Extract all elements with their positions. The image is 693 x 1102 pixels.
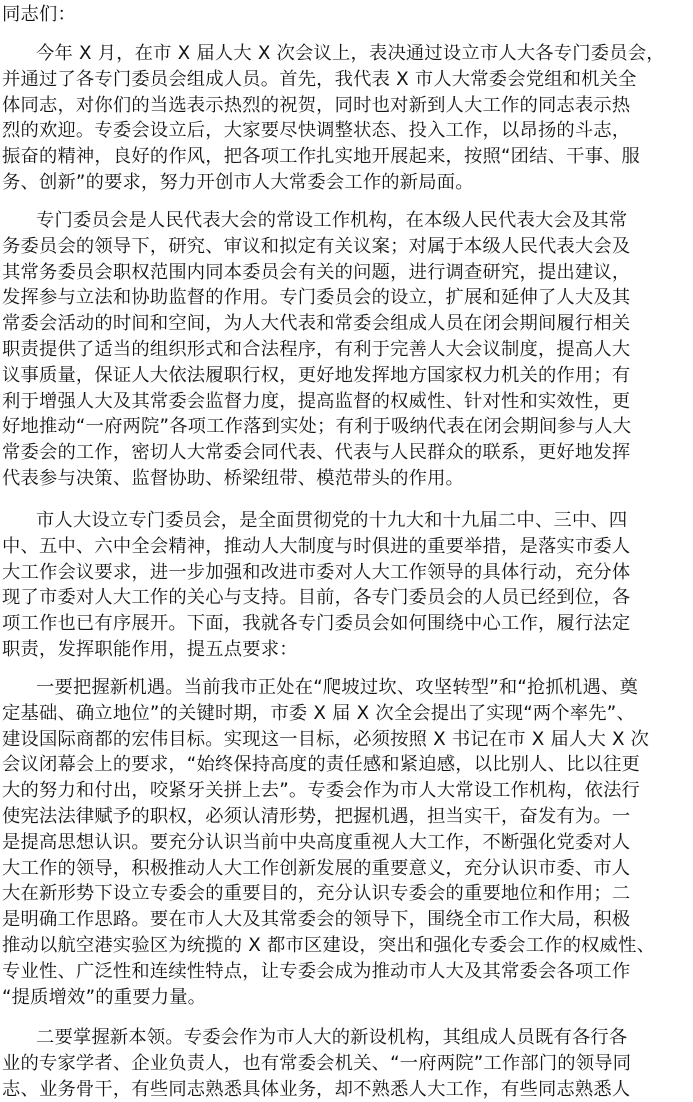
text-line: 振奋的精神，良好的作风，把各项工作扎实地开展起来，按照“团结、干事、服 — [2, 146, 641, 168]
text-line: 其常务委员会职权范围内同本委员会有关的问题，进行调查研究，提出建议， — [2, 261, 631, 283]
text-line: 项工作也已有序展开。下面，我就各专门委员会如何围绕中心工作，履行法定 — [2, 613, 631, 635]
paragraph-1 — [2, 41, 693, 196]
text-line: 议事质量，保证人大依法履职行权，更好地发挥地方国家权力机关的作用；有 — [2, 364, 631, 386]
text-line: 体同志，对你们的当选表示热烈的祝贺，同时也对新到人大工作的同志表示热 — [2, 94, 631, 116]
text-line: 职责提供了适当的组织形式和合法程序，有利于完善人大会议制度，提高人大 — [2, 338, 631, 360]
paragraph-4 — [2, 675, 693, 1010]
text-line: “提质增效”的重要力量。 — [2, 986, 207, 1008]
text-line: 烈的欢迎。专委会设立后，大家要尽快调整状态、投入工作，以昂扬的斗志， — [2, 120, 631, 142]
text-line: 常委会的工作，密切人大常委会同代表、代表与人民群众的联系，更好地发挥 — [2, 442, 631, 464]
text-line: 是明确工作思路。要在市人大及其常委会的领导下，围绕全市工作大局，积极 — [2, 909, 631, 931]
text-line: 代表参与决策、监督协助、桥梁纽带、模范带头的作用。 — [2, 467, 465, 489]
text-line: 定基础、确立地位”的关键时期，市委 X 届 X 次全会提出了实现“两个率先”、 — [2, 702, 635, 724]
text-line: 常委会活动的时间和空间，为人大代表和常委会组成人员在闭会期间履行相关 — [2, 313, 631, 335]
text-line: 使宪法法律赋予的职权，必须认清形势，把握机遇，担当实干，奋发有为。一 — [2, 805, 631, 827]
text-line: 一要把握新机遇。当前我市正处在“爬坡过坎、攻坚转型”和“抢抓机遇、奠 — [36, 677, 638, 698]
text-line: 务、创新”的要求，努力开创市人大常委会工作的新局面。 — [2, 171, 474, 193]
text-line: 职责，发挥职能作用，提五点要求： — [2, 638, 298, 660]
text-line: 大在新形势下设立专委会的重要目的，充分认识专委会的重要地位和作用；二 — [2, 883, 631, 905]
paragraph-3 — [2, 508, 693, 663]
text-line: 中、五中、六中全会精神，推动人大制度与时俱进的重要举措，是落实市委人 — [2, 535, 631, 557]
text-line: 会议闭幕会上的要求，“始终保持高度的责任感和紧迫感，以比别人、比以往更 — [2, 754, 641, 776]
text-line: 志、业务骨干，有些同志熟悉具体业务，却不熟悉人大工作，有些同志熟悉人 — [2, 1078, 631, 1100]
text-line: 建设国际商都的宏伟目标。实现这一目标，必须按照 X 书记在市 X 届人大 X 次 — [2, 728, 650, 750]
text-line: 并通过了各专门委员会组成人员。首先，我代表 X 市人大常委会党组和机关全 — [2, 68, 637, 90]
text-line: 大工作会议要求，进一步加强和改进市委对人大工作领导的具体行动，充分体 — [2, 561, 631, 583]
text-line: 二要掌握新本领。专委会作为市人大的新设机构，其组成人员既有各行各 — [36, 1027, 628, 1048]
text-line: 大工作的领导，积极推动人大工作创新发展的重要意义，充分认识市委、市人 — [2, 857, 631, 879]
text-line: 今年 X 月，在市 X 届人大 X 次会议上，表决通过设立市人大各专门委员会， — [36, 43, 665, 64]
text-line: 发挥参与立法和协助监督的作用。专门委员会的设立，扩展和延伸了人大及其 — [2, 287, 631, 309]
text-line: 是提高思想认识。要充分认识当前中央高度重视人大工作，不断强化党委对人 — [2, 831, 631, 853]
text-line: 专门委员会是人民代表大会的常设工作机构，在本级人民代表大会及其常 — [36, 210, 628, 231]
text-line: 市人大设立专门委员会，是全面贯彻党的十九大和十九届二中、三中、四 — [36, 510, 628, 531]
text-line: 利于增强人大及其常委会监督力度，提高监督的权威性、针对性和实效性，更 — [2, 390, 631, 412]
text-line: 现了市委对人大工作的关心与支持。目前，各专门委员会的人员已经到位，各 — [2, 587, 631, 609]
greeting: 同志们： — [2, 4, 76, 25]
text-line: 推动以航空港实验区为统揽的 X 都市区建设，突出和强化专委会工作的权威性、 — [2, 934, 656, 956]
text-line: 大的努力和付出，咬紧牙关拼上去”。专委会作为市人大常设工作机构，依法行 — [2, 780, 641, 802]
text-line: 专业性、广泛性和连续性特点，让专委会成为推动市人大及其常委会各项工作 — [2, 960, 631, 982]
text-line: 务委员会的领导下，研究、审议和拟定有关议案；对属于本级人民代表大会及 — [2, 235, 631, 257]
text-line: 业的专家学者、企业负责人，也有常委会机关、“一府两院”工作部门的领导同 — [2, 1052, 632, 1074]
text-line: 好地推动“一府两院”各项工作落到实处；有利于吸纳代表在闭会期间参与人大 — [2, 416, 632, 438]
paragraph-2 — [2, 208, 693, 492]
paragraph-5 — [2, 1025, 693, 1102]
